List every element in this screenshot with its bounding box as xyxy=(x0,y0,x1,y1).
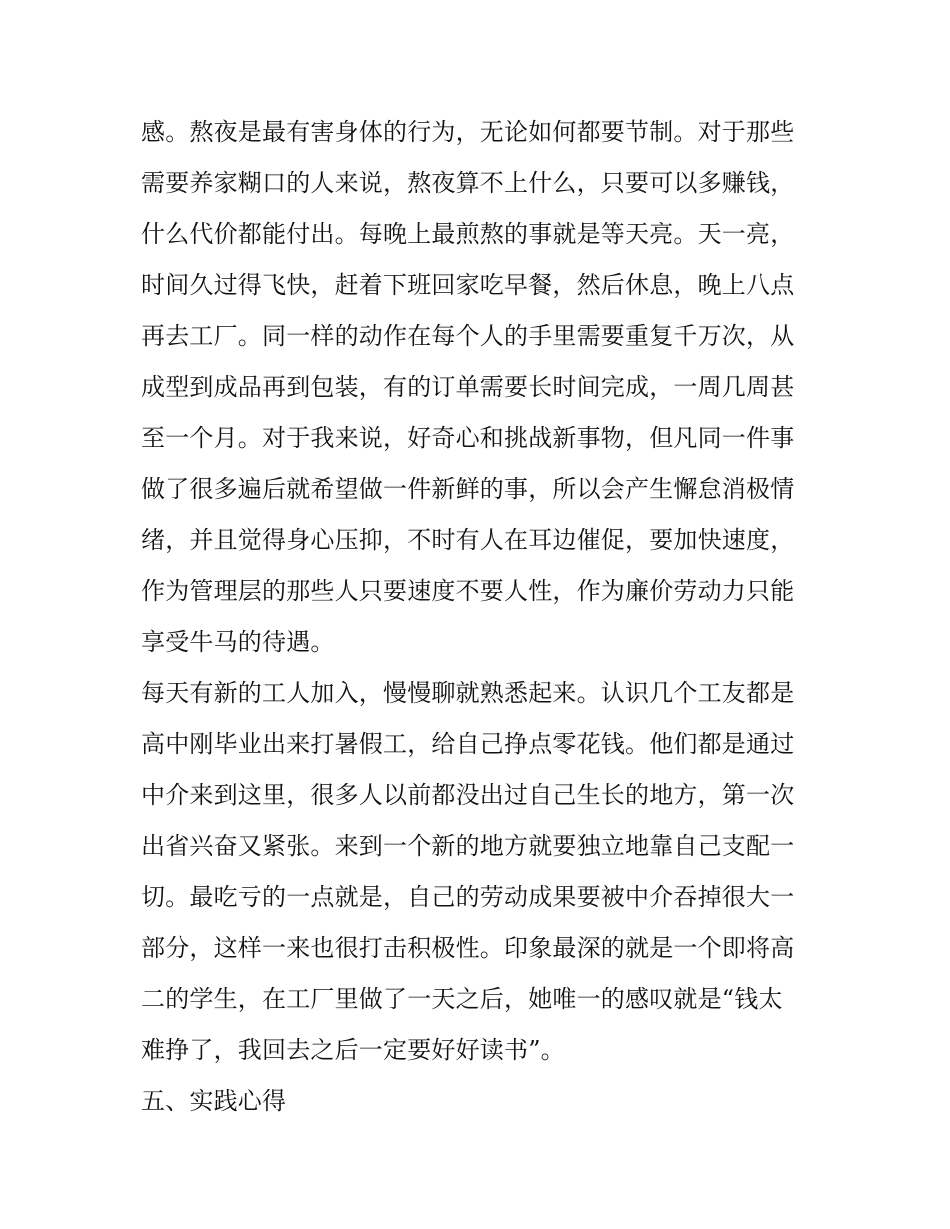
paragraph-line: 二的学生，在工厂里做了一天之后，她唯一的感叹就是“钱太 xyxy=(141,985,783,1013)
paragraph-line: 享受牛马的待遇。 xyxy=(141,628,335,656)
paragraph-1 xyxy=(141,107,821,668)
paragraph-line: 需要养家糊口的人来说，熬夜算不上什么，只要可以多赚钱， xyxy=(141,169,795,197)
section-heading: 五、实践心得 xyxy=(141,1087,287,1115)
paragraph-line: 部分，这样一来也很打击积极性。印象最深的就是一个即将高 xyxy=(141,934,795,962)
paragraph-line: 出省兴奋又紧张。来到一个新的地方就要独立地靠自己支配一 xyxy=(141,832,795,860)
paragraph-line: 什么代价都能付出。每晚上最煎熬的事就是等天亮。天一亮， xyxy=(141,220,795,248)
paragraph-line: 绪，并且觉得身心压抑，不时有人在耳边催促，要加快速度， xyxy=(141,526,795,554)
paragraph-line: 高中刚毕业出来打暑假工，给自己挣点零花钱。他们都是通过 xyxy=(141,730,795,758)
paragraph-line: 做了很多遍后就希望做一件新鲜的事，所以会产生懈怠消极情 xyxy=(141,475,795,503)
paragraph-2 xyxy=(141,668,821,1076)
paragraph-line: 每天有新的工人加入，慢慢聊就熟悉起来。认识几个工友都是 xyxy=(141,679,795,707)
paragraph-line: 中介来到这里，很多人以前都没出过自己生长的地方，第一次 xyxy=(141,781,795,809)
paragraph-line: 作为管理层的那些人只要速度不要人性，作为廉价劳动力只能 xyxy=(141,577,795,605)
paragraph-line: 切。最吃亏的一点就是，自己的劳动成果要被中介吞掉很大一 xyxy=(141,883,795,911)
document-body xyxy=(141,107,821,1127)
paragraph-line: 再去工厂。同一样的动作在每个人的手里需要重复千万次，从 xyxy=(141,322,795,350)
paragraph-line: 至一个月。对于我来说，好奇心和挑战新事物，但凡同一件事 xyxy=(141,424,795,452)
paragraph-line: 难挣了，我回去之后一定要好好读书”。 xyxy=(141,1036,565,1064)
paragraph-line: 时间久过得飞快，赶着下班回家吃早餐，然后休息，晚上八点 xyxy=(141,271,795,299)
paragraph-line: 感。熬夜是最有害身体的行为，无论如何都要节制。对于那些 xyxy=(141,118,795,146)
paragraph-line: 成型到成品再到包装，有的订单需要长时间完成，一周几周甚 xyxy=(141,373,795,401)
